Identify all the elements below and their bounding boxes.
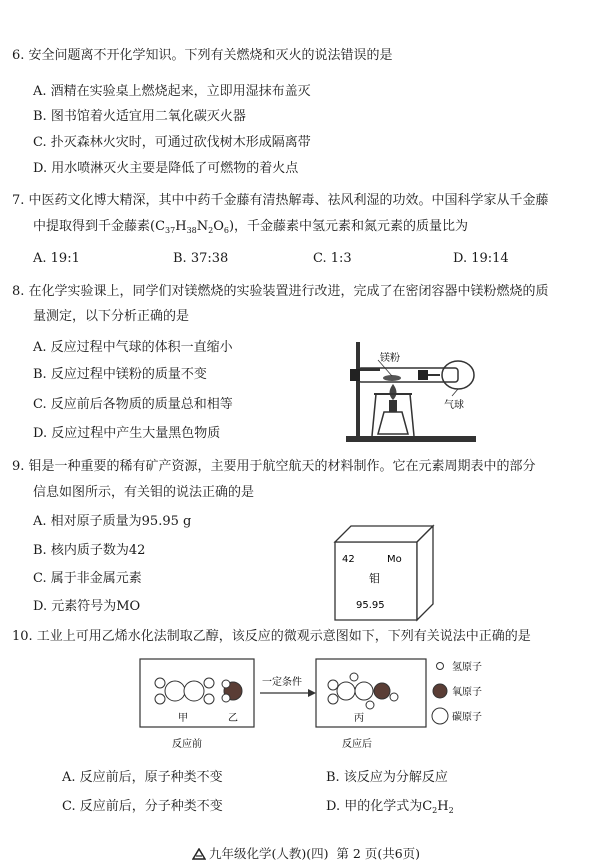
q8-option-a: A. 反应过程中气球的体积一直缩小	[33, 340, 233, 355]
page-footer	[0, 844, 612, 862]
hydrogen-legend-icon	[437, 663, 444, 670]
q7-stem-line1: 7. 中医药文化博大精深，其中中药千金藤有清热解毒、祛风利湿的功效。中国科学家从千金藤	[12, 193, 549, 208]
footer-page: 第 2 页(共6页)	[336, 846, 421, 861]
label-balloon: 气球	[444, 400, 464, 411]
q9-option-c: C. 属于非金属元素	[33, 571, 142, 586]
q7-option-a: A. 19:1	[33, 251, 80, 266]
q7-option-b: B. 37:38	[173, 251, 229, 266]
q8-option-b: B. 反应过程中镁粉的质量不变	[33, 367, 207, 382]
label-before: 反应前	[172, 739, 202, 750]
q10-option-d: D. 甲的化学式为$C_2H_2$	[326, 799, 454, 815]
reaction-condition: 一定条件	[262, 677, 302, 688]
q7-options	[33, 251, 573, 267]
legend-oxygen: 氧原子	[452, 687, 482, 698]
q9-option-a: A. 相对原子质量为95.95 g	[33, 514, 192, 529]
magnesium-apparatus-figure	[340, 338, 490, 448]
oxygen-legend-icon	[433, 684, 447, 698]
q8-stem-line1: 8. 在化学实验课上，同学们对镁燃烧的实验装置进行改进，完成了在密闭容器中镁粉燃烧的质	[12, 284, 549, 299]
reaction-diagram	[128, 655, 498, 755]
q8-option-c: C. 反应前后各物质的质量总和相等	[33, 397, 233, 412]
q8-option-d: D. 反应过程中产生大量黑色物质	[33, 426, 221, 441]
q7-stem-line2: 中提取得到千金藤素$(C_{37}H_{38}N_2O_6)$，千金藤素中氢元素和氮元素的质量比为	[33, 219, 469, 235]
label-yi: 乙	[228, 713, 238, 724]
q10-option-c: C. 反应前后，分子种类不变	[62, 799, 223, 814]
q6-option-d: D. 用水喷淋灭火主要是降低了可燃物的着火点	[33, 161, 299, 176]
q7-option-c: C. 1:3	[313, 251, 352, 266]
element-mass: 95.95	[356, 600, 385, 611]
label-jia: 甲	[178, 713, 188, 724]
element-atomic-number: 42	[342, 554, 355, 565]
element-symbol: Mo	[387, 554, 402, 565]
q9-stem-line2: 信息如图所示，有关钼的说法正确的是	[33, 485, 255, 500]
footer-title: 九年级化学(人教)(四)	[208, 846, 329, 861]
q10-option-b: B. 该反应为分解反应	[326, 770, 448, 785]
q6-option-a: A. 酒精在实验桌上燃烧起来，立即用湿抹布盖灭	[33, 84, 311, 99]
q10-option-a: A. 反应前后，原子种类不变	[62, 770, 223, 785]
q6-option-c: C. 扑灭森林火灾时，可通过砍伐树木形成隔离带	[33, 135, 311, 150]
element-card-figure	[325, 522, 437, 622]
q10-stem: 10. 工业上可用乙烯水化法制取乙醇，该反应的微观示意图如下，下列有关说法中正确的是	[12, 629, 531, 644]
q9-option-b: B. 核内质子数为42	[33, 543, 146, 558]
carbon-legend-icon	[432, 708, 448, 724]
legend-carbon: 碳原子	[452, 712, 482, 723]
label-after: 反应后	[342, 739, 372, 750]
q8-stem-line2: 量测定，以下分析正确的是	[33, 309, 190, 324]
legend-hydrogen: 氢原子	[452, 662, 482, 673]
q9-stem-line1: 9. 钼是一种重要的稀有矿产资源，主要用于航空航天的材料制作。它在元素周期表中的部分	[12, 459, 536, 474]
label-mg-powder: 镁粉	[380, 353, 400, 364]
q6-option-b: B. 图书馆着火适宜用二氧化碳灭火器	[33, 109, 246, 124]
q7-option-d: D. 19:14	[453, 251, 509, 266]
q6-stem: 6. 安全问题离不开化学知识。下列有关燃烧和灭火的说法错误的是	[12, 48, 393, 63]
q9-option-d: D. 元素符号为MO	[33, 599, 141, 614]
logo-triangle-icon	[192, 848, 206, 860]
label-bing: 丙	[354, 713, 364, 724]
element-name: 钼	[369, 572, 380, 585]
